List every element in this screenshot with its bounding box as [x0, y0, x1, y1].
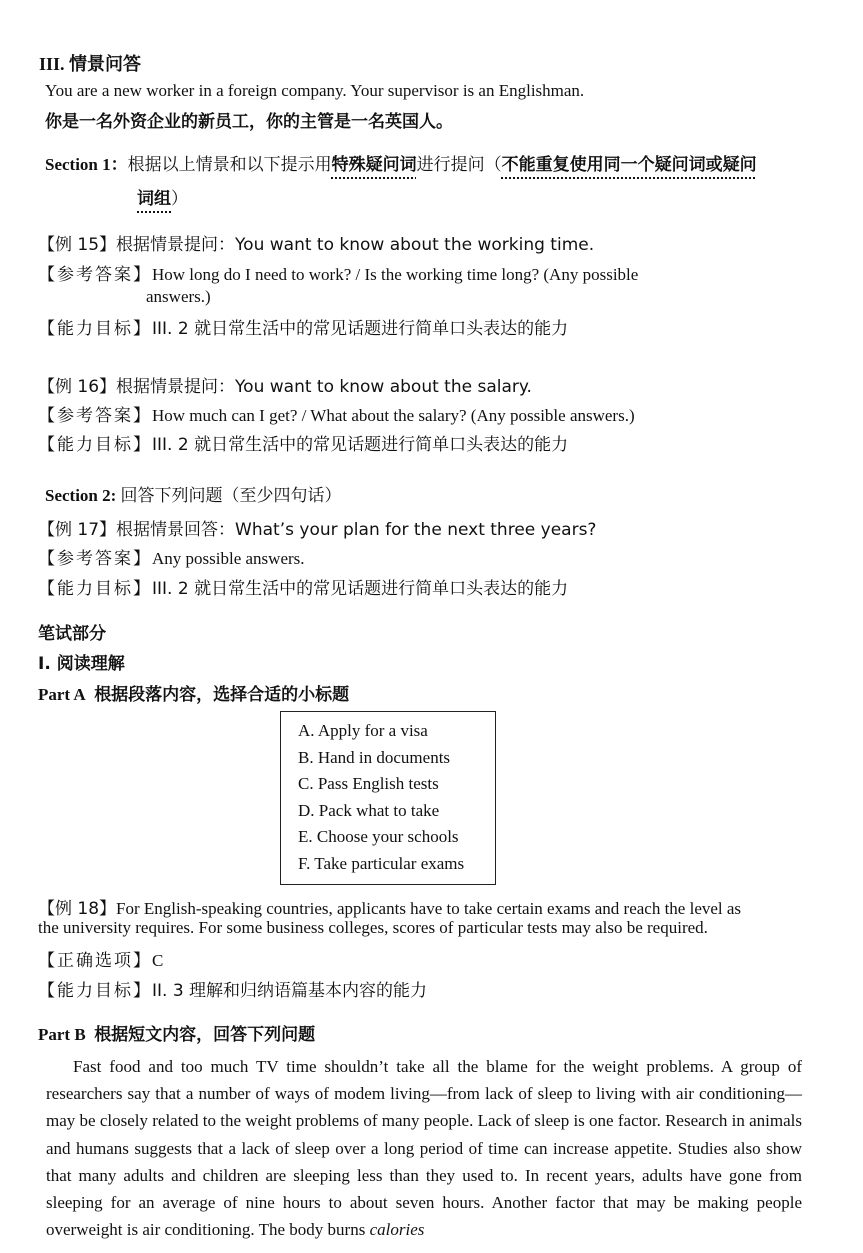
option-b: B. Hand in documents	[298, 747, 451, 767]
option-c: C. Pass English tests	[298, 774, 439, 794]
section1-instruction-cont: 词组）	[137, 189, 188, 209]
example-16-ability: 【能力目标】III. 2 就日常生活中的常见话题进行简单口头表达的能力	[38, 435, 569, 455]
example-tag: 【例 16】	[38, 377, 117, 397]
options-box	[280, 711, 496, 885]
option-f: F. Take particular exams	[298, 853, 465, 873]
reference-answer-label: 【参考答案】	[38, 406, 152, 426]
section1-label: Section 1：	[45, 155, 128, 174]
example-17-prompt: 【例 17】根据情景回答：What’s your plan for the next three years?	[38, 520, 597, 540]
option-d: D. Pack what to take	[298, 800, 440, 820]
example-tag: 【例 15】	[38, 235, 117, 255]
ability-label: 【能力目标】	[38, 319, 152, 339]
example-18-ability: 【能力目标】II. 3 理解和归纳语篇基本内容的能力	[38, 981, 428, 1001]
option-e: E. Choose your schools	[298, 827, 459, 847]
example-16-answer: 【参考答案】How much can I get? / What about the salary? (Any possible answers.)	[38, 406, 635, 426]
example-18-text-cont: the university requires. For some business colleges, scores of particular tests may also be required.	[38, 918, 708, 937]
reference-answer-label: 【参考答案】	[38, 265, 152, 285]
section2-instruction: Section 2: 回答下列问题（至少四句话）	[45, 486, 342, 506]
section-heading: III. 情景问答	[39, 54, 142, 74]
emphasis-no-repeat: 不能重复使用同一个疑问词或疑问	[501, 155, 757, 175]
option-a: A. Apply for a visa	[298, 721, 428, 740]
example-15-ability: 【能力目标】III. 2 就日常生活中的常见话题进行简单口头表达的能力	[38, 319, 569, 339]
section2-label: Section 2:	[45, 486, 117, 505]
scenario-english: You are a new worker in a foreign company. Your supervisor is an Englishman.	[45, 81, 585, 100]
example-15-answer: 【参考答案】How long do I need to work? / Is the working time long? (Any possible	[38, 265, 639, 285]
emphasis-wh-words: 特殊疑问词	[331, 155, 417, 175]
example-16-prompt: 【例 16】根据情景提问：You want to know about the salary.	[38, 377, 532, 397]
ability-label: 【能力目标】	[38, 435, 152, 455]
example-17-ability: 【能力目标】III. 2 就日常生活中的常见话题进行简单口头表达的能力	[38, 579, 569, 599]
example-tag: 【例 17】	[38, 520, 117, 540]
example-tag: 【例 18】	[38, 899, 117, 919]
correct-option-label: 【正确选项】	[38, 951, 152, 971]
example-15-answer-cont: answers.)	[146, 287, 211, 306]
part-a-heading: Part A 根据段落内容，选择合适的小标题	[38, 685, 350, 705]
example-17-answer: 【参考答案】Any possible answers.	[38, 549, 305, 569]
part-b-heading: Part B 根据短文内容，回答下列问题	[38, 1025, 316, 1045]
reading-heading: I. 阅读理解	[38, 654, 125, 674]
scenario-chinese: 你是一名外资企业的新员工，你的主管是一名英国人。	[45, 112, 453, 132]
example-18-correct: 【正确选项】C	[38, 951, 164, 971]
passage-italic-word: calories	[369, 1220, 425, 1240]
ability-label: 【能力目标】	[38, 981, 152, 1001]
reference-answer-label: 【参考答案】	[38, 549, 152, 569]
section1-instruction: Section 1：根据以上情景和以下提示用特殊疑问词进行提问（不能重复使用同一个疑问词或疑问	[45, 155, 757, 175]
example-15-prompt: 【例 15】根据情景提问：You want to know about the working time.	[38, 235, 595, 255]
reading-passage: Fast food and too much TV time shouldn’t take all the blame for the weight problems. A group of researchers say that a number of ways of modem living—from lack of sleep to living with air conditioning—may be closely related to the weight problems of many people. Lack of sleep is one factor. Research in animals and humans suggests that a lack of sleep over a long period of time can increase appetite. Studies also show that many adults and children are sleeping less than they used to. In recent years, adults have gone from sleeping for an average of nine hours to about seven hours. Another factor that may be making people overweight is air conditioning. The body burns calories	[46, 1057, 802, 1240]
ability-label: 【能力目标】	[38, 579, 152, 599]
written-part-heading: 笔试部分	[38, 624, 106, 644]
example-18-text: 【例 18】For English-speaking countries, applicants have to take certain exams and reach the level as	[38, 899, 742, 919]
